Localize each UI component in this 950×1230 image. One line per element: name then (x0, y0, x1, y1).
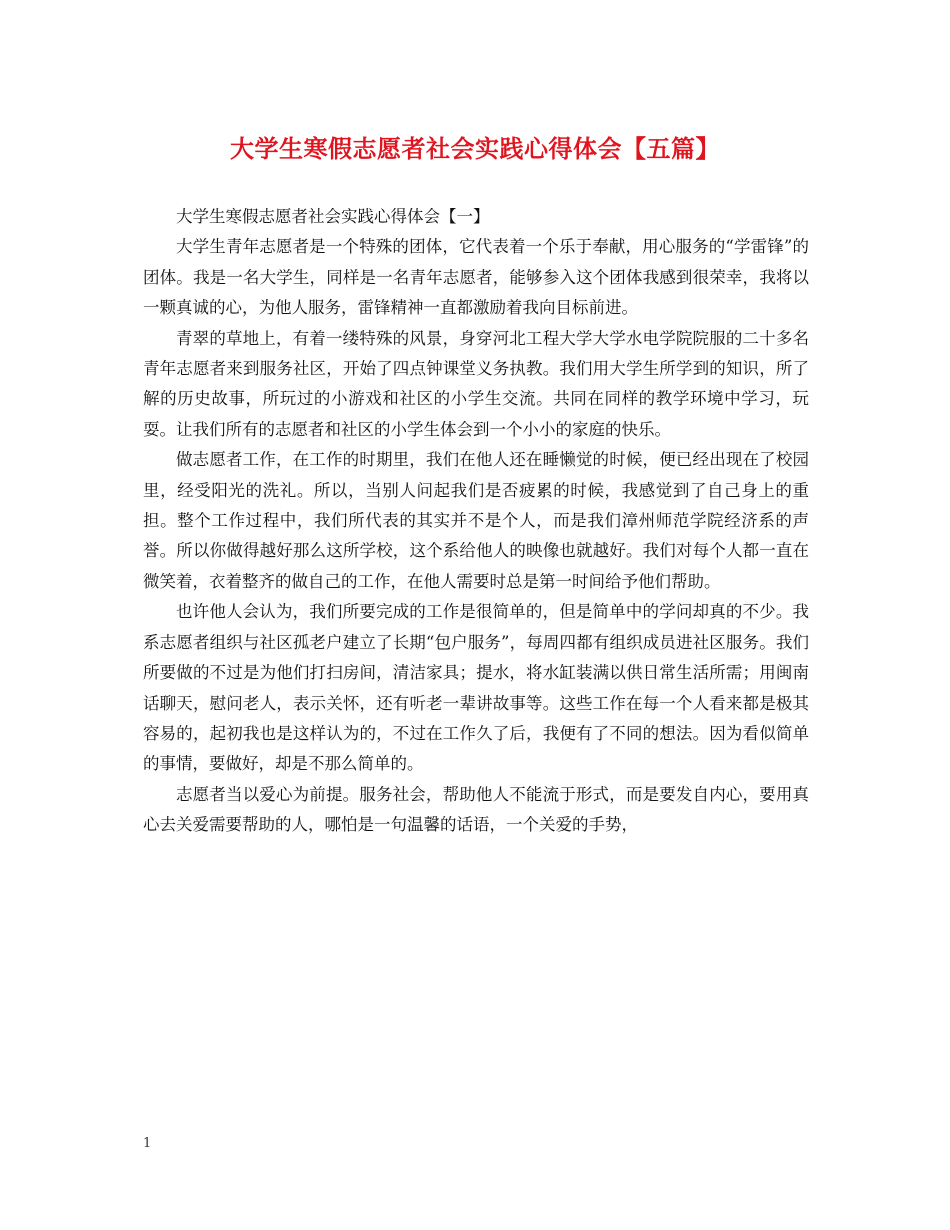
paragraph: 做志愿者工作，在工作的时期里，我们在他人还在睡懒觉的时候，便已经出现在了校园里，经受阳光的洗礼。所以，当别人问起我们是否疲累的时候，我感觉到了自己身上的重担。整个工作过程中，我们所代表的其实并不是个人，而是我们漳州师范学院经济系的声誉。所以你做得越好那么这所学校，这个系给他人的映像也就越好。我们对每个人都一直在微笑着，衣着整齐的做自己的工作，在他人需要时总是第一时间给予他们帮助。 (143, 450, 809, 591)
document-title: 大学生寒假志愿者社会实践心得体会【五篇】 (230, 134, 720, 163)
paragraph: 青翠的草地上，有着一缕特殊的风景，身穿河北工程大学大学水电学院院服的二十多名青年志愿者来到服务社区，开始了四点钟课堂义务执教。我们用大学生所学到的知识，所了解的历史故事，所玩过的小游戏和社区的小学生交流。共同在同样的教学环境中学习，玩耍。让我们所有的志愿者和社区的小学生体会到一个小小的家庭的快乐。 (143, 328, 809, 439)
section-heading: 大学生寒假志愿者社会实践心得体会【一】 (176, 207, 490, 226)
paragraph: 大学生青年志愿者是一个特殊的团体，它代表着一个乐于奉献，用心服务的“学雷锋”的团体。我是一名大学生，同样是一名青年志愿者，能够参入这个团体我感到很荣幸，我将以一颗真诚的心，为他人服务，雷锋精神一直都激励着我向目标前进。 (143, 237, 809, 318)
paragraph: 也许他人会认为，我们所要完成的工作是很简单的，但是简单中的学问却真的不少。我系志愿者组织与社区孤老户建立了长期“包户服务”，每周四都有组织成员进社区服务。我们所要做的不过是为他们打扫房间，清洁家具；提水，将水缸装满以供日常生活所需；用闽南话聊天，慰问老人，表示关怀，还有听老一辈讲故事等。这些工作在每一个人看来都是极其容易的，起初我也是这样认为的，不过在工作久了后，我便有了不同的想法。因为看似简单的事情，要做好，却是不那么简单的。 (143, 602, 809, 774)
page-number: 1 (143, 1136, 152, 1151)
document-body (143, 202, 809, 841)
paragraph: 志愿者当以爱心为前提。服务社会，帮助他人不能流于形式，而是要发自内心，要用真心去关爱需要帮助的人，哪怕是一句温馨的话语，一个关爱的手势， (143, 784, 809, 835)
